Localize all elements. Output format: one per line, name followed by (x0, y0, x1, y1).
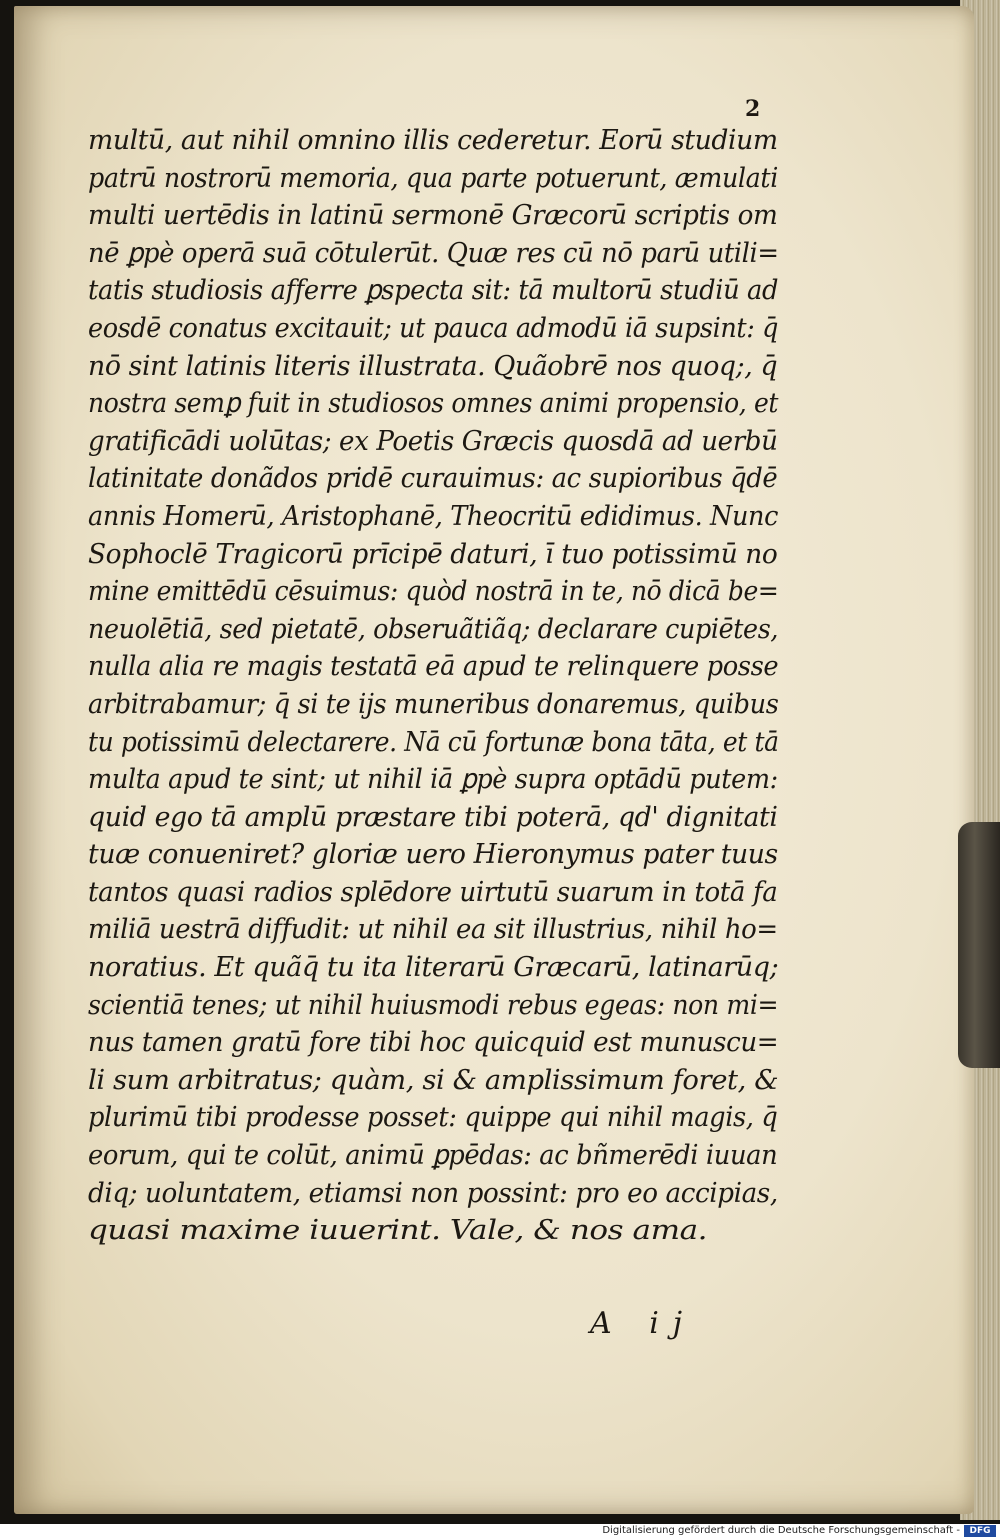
text-line: latinitate donãdos pridē curauimus: ac supioribus q̄dē (88, 463, 778, 495)
book-clasp (958, 822, 1000, 1068)
text-line: annis Homerū, Aristophanē, Theocritū edidimus. Nunc (88, 500, 779, 532)
text-line: scientiā tenes; ut nihil huiusmodi rebus egeas: non mi= (88, 989, 779, 1021)
text-line: eosdē conatus excitauit; ut pauca admodū iā supsint: q̄ (88, 312, 779, 344)
text-line: gratificādi uolūtas; ex Poetis Græcis quosdā ad uerbū (88, 425, 778, 457)
signature-mark: A ij (590, 1306, 697, 1341)
text-line: diq; uoluntatem, etiamsi non possint: pro eo accipias, (88, 1177, 778, 1209)
text-line: Sophoclē Tragicorū prīcipē daturi, ī tuo potissimū no (88, 538, 778, 570)
text-line: eorum, qui te colūt, animū ꝑpēdas: ac bñmerēdi iuuan (88, 1140, 778, 1172)
footer-credit: Digitalisierung gefördert durch die Deutsche Forschungsgemeinschaft - (602, 1525, 960, 1536)
text-line: plurimū tibi prodesse posset: quippe qui nihil magis, q̄ (88, 1102, 778, 1134)
text-line: neuolētiā, sed pietatē, obseruãtiãq; declarare cupiētes, (88, 613, 779, 645)
text-line: patrū nostrorū memoria, qua parte potuerunt, æmulati (88, 162, 779, 194)
text-line: nē ꝑpè operā suā cōtulerūt. Quæ res cū nō parū utili= (88, 237, 779, 269)
text-line: li sum arbitratus; quàm, si & amplissimum foret, & (88, 1064, 779, 1096)
text-line: multa apud te sint; ut nihil iā ꝑpè supra optādū putem: (88, 764, 778, 796)
folio-number: 2 (745, 96, 761, 122)
text-line: quasi maxime iuuerint. Vale, & nos ama. (88, 1215, 708, 1247)
text-line: nulla alia re magis testatā eā apud te relinquere posse (88, 651, 779, 683)
text-line: mine emittēdū cēsuimus: quòd nostrā in te, nō dicā be= (88, 576, 779, 608)
dfg-logo: DFG (964, 1525, 996, 1537)
text-line: tatis studiosis afferre ꝑspecta sit: tā multorū studiū ad (88, 275, 779, 307)
text-line: quid ego tā amplū præstare tibi poterā, qd' dignitati (88, 801, 778, 833)
text-line: tuæ conueniret? gloriæ uero Hieronymus pater tuus (88, 839, 778, 871)
text-line: miliā uestrā diffudit: ut nihil ea sit illustrius, nihil ho= (88, 914, 778, 946)
text-line: noratius. Et quãq̄ tu ita literarū Græcarū, latinarūq; (88, 952, 779, 984)
body-text (88, 122, 778, 1250)
text-line: multi uertēdis in latinū sermonē Græcorū scriptis om (88, 200, 778, 232)
text-line: nostra semꝑ fuit in studiosos omnes animi propensio, et (88, 388, 779, 420)
footer-bar (0, 1524, 1000, 1538)
text-line: multū, aut nihil omnino illis cederetur. Eorū studium (88, 125, 778, 156)
text-line: tantos quasi radios splēdore uirtutū suarum in totā fa (88, 876, 778, 908)
text-line: arbitrabamur; q̄ si te ijs muneribus donaremus, quibus (88, 688, 779, 720)
text-line: tu potissimū delectarere. Nā cū fortunæ bona tāta, et tā (88, 726, 779, 758)
text-line: nus tamen gratū fore tibi hoc quicquid est munuscu= (88, 1027, 779, 1059)
text-line: nō sint latinis literis illustrata. Quãobrē nos quoq;, q̄ (88, 350, 778, 382)
